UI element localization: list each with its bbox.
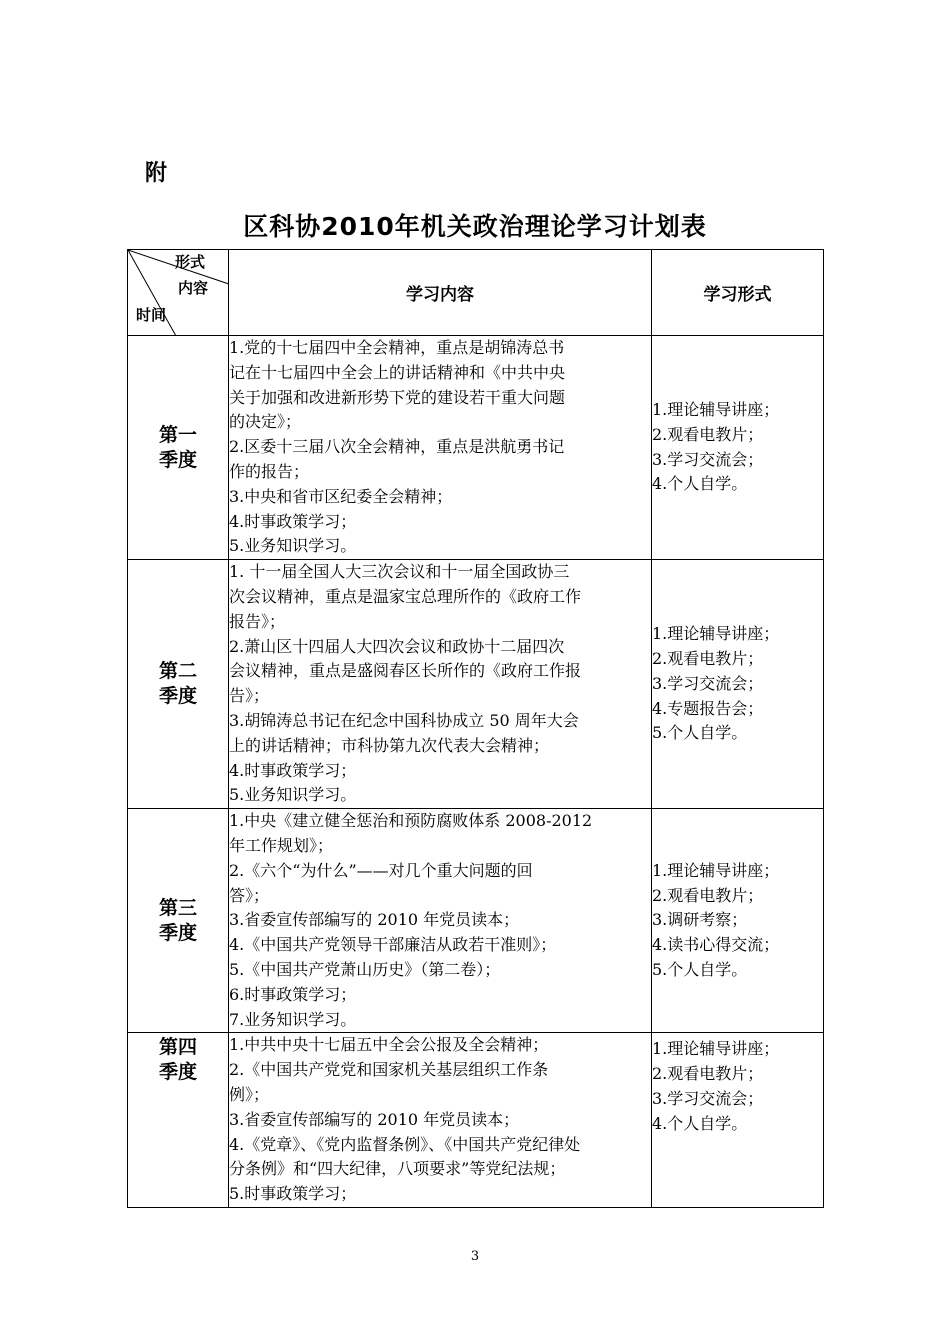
form-line: 3.学习交流会； — [652, 1088, 764, 1108]
content-line: 4.《中国共产党领导干部廉洁从政若干准则》； — [229, 935, 557, 955]
study-plan-table — [127, 249, 824, 1208]
form-cell — [652, 1033, 824, 1208]
form-line: 3.学习交流会； — [652, 449, 764, 469]
form-line: 4.读书心得交流； — [652, 935, 780, 955]
form-line: 4.个人自学。 — [652, 474, 748, 494]
form-line: 1.理论辅导讲座； — [652, 860, 780, 880]
table-row — [128, 1033, 824, 1208]
form-line: 5.个人自学。 — [652, 959, 748, 979]
header-form: 学习形式 — [652, 250, 824, 336]
form-line: 2.观看电教片； — [652, 885, 764, 905]
form-line: 2.观看电教片； — [652, 648, 764, 668]
content-line: 年工作规划》； — [229, 835, 334, 855]
content-line: 5.《中国共产党萧山历史》（第二卷）； — [229, 959, 501, 979]
form-line: 1.理论辅导讲座； — [652, 1039, 780, 1059]
content-line: 会议精神，重点是盛阅春区长所作的《政府工作报 — [229, 661, 582, 681]
content-cell — [229, 809, 652, 1033]
content-line: 5.时事政策学习； — [229, 1184, 357, 1204]
content-cell — [229, 560, 652, 809]
header-content: 学习内容 — [229, 250, 652, 336]
form-line: 4.专题报告会； — [652, 698, 764, 718]
form-cell — [652, 336, 824, 560]
content-line: 关于加强和改进新形势下党的建设若干重大问题 — [229, 387, 566, 407]
content-line: 3.省委宣传部编写的 2010 年党员读本； — [229, 1109, 520, 1129]
season-cell: 第三 季度 — [128, 809, 229, 1033]
attachment-label: 附 — [145, 161, 168, 186]
form-line: 3.学习交流会； — [652, 673, 764, 693]
form-line: 1.理论辅导讲座； — [652, 399, 780, 419]
table-row — [128, 560, 824, 809]
content-line: 5.业务知识学习。 — [229, 536, 357, 556]
content-line: 1.党的十七届四中全会精神，重点是胡锦涛总书 — [229, 338, 565, 357]
content-line: 2.《中国共产党党和国家机关基层组织工作条 — [229, 1060, 549, 1080]
page-number: 3 — [470, 1249, 480, 1264]
content-line: 5.业务知识学习。 — [229, 785, 357, 805]
form-line: 5.个人自学。 — [652, 723, 748, 743]
table-row — [128, 809, 824, 1033]
document-title: 区科协2010年机关政治理论学习计划表 — [243, 212, 707, 241]
content-line: 作的报告； — [229, 461, 310, 481]
diagonal-header-cell — [128, 250, 229, 336]
form-line: 3.调研考察； — [652, 910, 748, 930]
content-line: 4.《党章》、《党内监督条例》、《中国共产党纪律处 — [229, 1134, 581, 1154]
content-line: 记在十七届四中全会上的讲话精神和《中共中央 — [229, 362, 566, 382]
content-line: 4.时事政策学习； — [229, 760, 357, 780]
diag-label-time: 时间 — [136, 306, 167, 324]
content-line: 2.《六个“为什么”——对几个重大问题的回 — [229, 860, 533, 880]
content-cell — [229, 336, 652, 560]
form-cell — [652, 809, 824, 1033]
form-line: 1.理论辅导讲座； — [652, 624, 780, 644]
content-line: 7.业务知识学习。 — [229, 1009, 357, 1029]
content-line: 6.时事政策学习； — [229, 984, 357, 1004]
content-line: 次会议精神，重点是温家宝总理所作的《政府工作 — [229, 586, 582, 606]
content-line: 报告》； — [229, 611, 286, 631]
content-line: 答》； — [229, 885, 270, 905]
form-cell — [652, 560, 824, 809]
content-line: 1.中共中央十七届五中全会公报及全会精神； — [229, 1035, 549, 1055]
content-line: 1.中央《建立健全惩治和预防腐败体系 2008-2012 — [229, 811, 593, 831]
table-header-row — [128, 250, 824, 336]
table-row — [128, 336, 824, 560]
form-line: 2.观看电教片； — [652, 1064, 764, 1084]
content-line: 1. 十一届全国人大三次会议和十一届全国政协三 — [229, 562, 570, 582]
season-cell: 第一 季度 — [128, 336, 229, 560]
diag-label-content: 内容 — [178, 279, 209, 297]
content-line: 3.中央和省市区纪委全会精神； — [229, 486, 453, 506]
content-line: 告》； — [229, 686, 270, 706]
form-line: 4.个人自学。 — [652, 1113, 748, 1133]
content-line: 3.胡锦涛总书记在纪念中国科协成立 50 周年大会 — [229, 710, 579, 730]
content-cell — [229, 1033, 652, 1208]
content-line: 4.时事政策学习； — [229, 511, 357, 531]
content-line: 例》； — [229, 1084, 270, 1104]
content-line: 分条例》和“四大纪律，八项要求”等党纪法规； — [229, 1159, 566, 1179]
content-line: 3.省委宣传部编写的 2010 年党员读本； — [229, 910, 520, 930]
content-line: 上的讲话精神；市科协第九次代表大会精神； — [229, 735, 550, 755]
content-line: 的决定》； — [229, 412, 302, 432]
content-line: 2.萧山区十四届人大四次会议和政协十二届四次 — [229, 636, 565, 656]
season-cell: 第四 季度 — [128, 1033, 229, 1208]
form-line: 2.观看电教片； — [652, 424, 764, 444]
diag-label-form: 形式 — [175, 253, 206, 271]
content-line: 2.区委十三届八次全会精神，重点是洪航勇书记 — [229, 437, 565, 457]
season-cell: 第二 季度 — [128, 560, 229, 809]
